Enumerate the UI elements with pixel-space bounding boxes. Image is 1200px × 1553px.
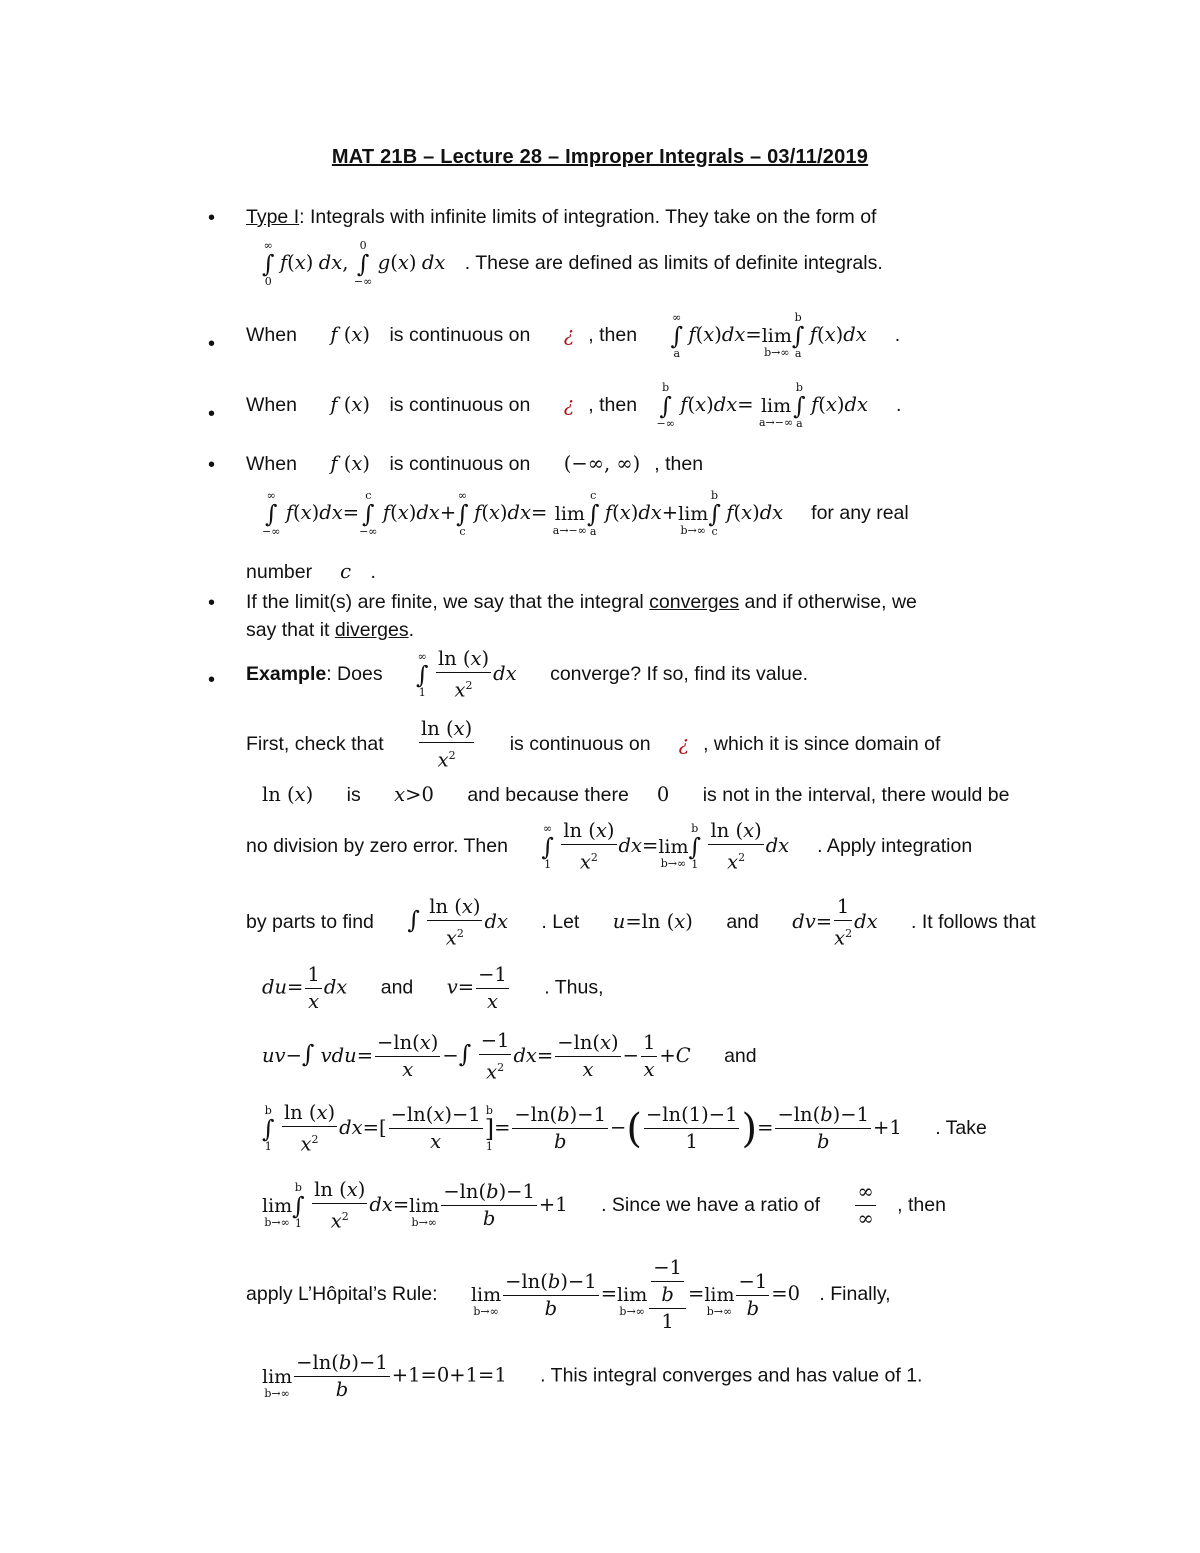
example-label: Example xyxy=(246,662,327,685)
fraction: $\frac{\ln (x)}{x^2}$ xyxy=(283,1101,336,1156)
type1-defined: . These are defined as limits of definite integrals. xyxy=(464,252,883,275)
integral-symbol: c ∫ a xyxy=(586,489,600,538)
fraction: $\frac{-\ln(x)}{x}$ xyxy=(377,1031,439,1082)
missing-glyph: ¿ xyxy=(678,731,690,755)
fraction: $\frac{-\ln(b)-1}{b}$ xyxy=(443,1180,535,1231)
fraction: $\frac{1}{x}$ xyxy=(642,1031,656,1082)
fraction: $\frac{-\ln(b)-1}{b}$ xyxy=(514,1103,607,1154)
missing-glyph: ¿ xyxy=(563,323,575,347)
type1-intro xyxy=(246,205,876,229)
fraction: $\frac{\ln (x)}{x^2}$ xyxy=(437,647,490,702)
limit: lim b→∞ xyxy=(704,1284,735,1318)
limit-setup: no division by zero error. Then ∞ ∫ 1 $\frac{\ln (x)}{x^2}$ dx= lim b→∞ b ∫ 1 $\frac{\ln (x)}{x^2}$ dx . Apply integration xyxy=(246,819,973,874)
integral-symbol: b ∫ 1 xyxy=(688,821,702,871)
final-answer: lim b→∞ $\frac{-\ln(b)-1}{b}$ +1=0+1=1 . This integral converges and has value of 1. xyxy=(262,1351,923,1401)
bullet-dot: • xyxy=(208,207,216,229)
limit: lim b→∞ xyxy=(262,1194,293,1229)
page-title: MAT 21B – Lecture 28 – Improper Integrals – 03/11/2019 xyxy=(331,146,869,168)
bullet-dot: • xyxy=(208,333,216,355)
bullet-dot: • xyxy=(208,403,216,425)
bullet-dot: • xyxy=(208,669,216,691)
bullet-dot: • xyxy=(208,454,216,476)
fraction: $\frac{-1}{x^2}$ xyxy=(480,1029,510,1084)
fraction: $\frac{\ln (x)}{x^2}$ xyxy=(710,819,762,874)
limit: lim b→∞ xyxy=(761,325,792,359)
type1-forms: ∞ ∫ 0 f(x) dx, 0 ∫ −∞ g(x) dx . These are defined as limits of definite integrals. xyxy=(262,239,883,288)
domain-line: ln (x) is x>0 and because there 0 is not in the interval, there would be xyxy=(262,783,1010,806)
limit: lim a→−∞ xyxy=(758,395,794,429)
type1-text: : Integrals with infinite limits of integration. They take on the form of xyxy=(299,206,877,228)
type1-label: Type I xyxy=(246,206,300,228)
fraction: $\frac{-\ln(x)}{x}$ xyxy=(557,1031,619,1082)
when-neg-infinity-b: When f (x) is continuous on ¿ , then b ∫ −∞ f(x)dx= lim a→−∞ b ∫ a f(x)dx . xyxy=(246,381,902,430)
limit-of-result: lim b→∞ b ∫ 1 $\frac{\ln (x)}{x^2}$ dx= lim b→∞ $\frac{-\ln(b)-1}{b}$ +1 . Since we have a ratio of $\frac{\infty}{\infty}$ , then xyxy=(262,1178,946,1233)
fraction: $\frac{\ln (x)}{x^2}$ xyxy=(314,1178,366,1233)
integral-symbol: b ∫ a xyxy=(793,381,806,430)
fraction: $\frac{1}{x^2}$ xyxy=(834,895,853,950)
check-continuity: First, check that $\frac{\ln (x)}{x^2}$ is continuous on ¿ , which it is since domain of xyxy=(246,717,941,772)
fraction: $\frac{\ln (x)}{x^2}$ xyxy=(429,895,481,950)
diverge-definition: say that it diverges. xyxy=(246,619,415,641)
when-a-infinity: When f (x) is continuous on ¿ , then ∞ ∫ a f(x)dx= lim b→∞ b ∫ a f(x)dx . xyxy=(246,311,901,360)
limit: lim b→∞ xyxy=(658,835,689,870)
converges-term: converges xyxy=(649,591,740,613)
integral-symbol: 0 ∫ −∞ xyxy=(353,239,373,288)
number-c: number c . xyxy=(246,560,376,583)
when-all-reals: When f (x) is continuous on (−∞, ∞) , then xyxy=(246,452,704,475)
limit: lim a→−∞ xyxy=(552,503,587,537)
antiderivative: uv−∫ vdu= $\frac{-\ln(x)}{x}$ −∫ $\frac{-1}{x^2}$ dx= $\frac{-\ln(x)}{x}$ − $\frac{1}{x}$ +C and xyxy=(262,1029,757,1084)
fraction: $\frac{-\ln(x)-1}{x}$ xyxy=(390,1103,481,1154)
fraction: $\frac{-1}{x}$ xyxy=(478,963,507,1013)
lhopital: apply L’Hôpital’s Rule: lim b→∞ $\frac{-\ln(b)-1}{b}$ = lim b→∞ $\frac{\frac{-1}{b}}{1}$ = lim b→∞ $\frac{-1}{b}$ =0 . Finally, xyxy=(246,1256,891,1333)
limit: lim b→∞ xyxy=(617,1284,648,1318)
fraction: $\frac{-\ln(b)-1}{b}$ xyxy=(505,1269,597,1320)
integral-symbol: b ∫ a xyxy=(791,311,805,360)
fraction: $\frac{-\ln(b)-1}{b}$ xyxy=(296,1351,388,1401)
integral-symbol: ∞ ∫ 1 xyxy=(416,649,429,699)
limit: lim b→∞ xyxy=(678,503,709,537)
converge-definition: If the limit(s) are finite, we say that the integral converges and if otherwise, we xyxy=(246,591,917,613)
integral-symbol: b ∫ 1 xyxy=(292,1180,305,1230)
fraction: $\frac{\ln (x)}{x^2}$ xyxy=(563,819,615,874)
bullet-dot: • xyxy=(208,592,216,614)
du-v: du= $\frac{1}{x}$ dx and v= $\frac{-1}{x}$ . Thus, xyxy=(262,963,604,1013)
fraction: $\frac{-1}{b}$ xyxy=(738,1269,768,1320)
ibp-setup: by parts to find ∫ $\frac{\ln (x)}{x^2}$ dx . Let u=ln (x) and dv= $\frac{1}{x^2}$ dx . It follows that xyxy=(246,895,1036,950)
example-question: Example: Does ∞ ∫ 1 $\frac{\ln (x)}{x^2}$ dx converge? If so, find its value. xyxy=(246,647,809,702)
diverges-term: diverges xyxy=(334,619,409,641)
limit: lim b→∞ xyxy=(470,1284,502,1318)
limit: lim b→∞ xyxy=(409,1194,440,1229)
integral-symbol: ∞ ∫ 0 xyxy=(262,239,275,288)
integral-symbol: ∞ ∫ 1 xyxy=(541,821,554,871)
fraction: $\frac{\infty}{\infty}$ xyxy=(857,1180,874,1231)
integral-symbol: c ∫ −∞ xyxy=(359,489,378,538)
fraction: $\frac{\ln (x)}{x^2}$ xyxy=(421,717,473,772)
fraction: $\frac{\frac{-1}{b}}{1}$ xyxy=(649,1255,686,1335)
fraction: $\frac{-\ln(1)-1}{1}$ xyxy=(645,1103,738,1154)
integral-symbol: ∞ ∫ −∞ xyxy=(262,489,281,538)
missing-glyph: ¿ xyxy=(563,393,575,417)
integral-symbol: b ∫ 1 xyxy=(262,1103,275,1153)
fraction: $\frac{1}{x}$ xyxy=(307,963,320,1013)
limit: lim b→∞ xyxy=(262,1365,293,1400)
integral-symbol: b ∫ −∞ xyxy=(656,381,675,430)
split-integral: ∞ ∫ −∞ f(x)dx= c ∫ −∞ f(x)dx+ ∞ ∫ c f(x)dx= lim a→−∞ c ∫ a f(x)dx+ lim b→∞ b ∫ c f(x)dx for any real xyxy=(262,489,909,538)
integral-symbol: b ∫ c xyxy=(708,489,721,538)
evaluate-bounds: b ∫ 1 $\frac{\ln (x)}{x^2}$ dx=[ $\frac{-\ln(x)-1}{x}$ b ] 1 = $\frac{-\ln(b)-1}{b}$ −( $\frac{-\ln(1)-1}{1}$ )= $\frac{-\ln(b)-1}{b}$ +1 . Take xyxy=(262,1101,987,1156)
integral-symbol: ∞ ∫ a xyxy=(670,311,683,360)
integral-symbol: ∞ ∫ c xyxy=(456,489,469,538)
fraction: $\frac{-\ln(b)-1}{b}$ xyxy=(777,1103,870,1154)
bracket-bounds: b ] 1 xyxy=(484,1103,495,1153)
